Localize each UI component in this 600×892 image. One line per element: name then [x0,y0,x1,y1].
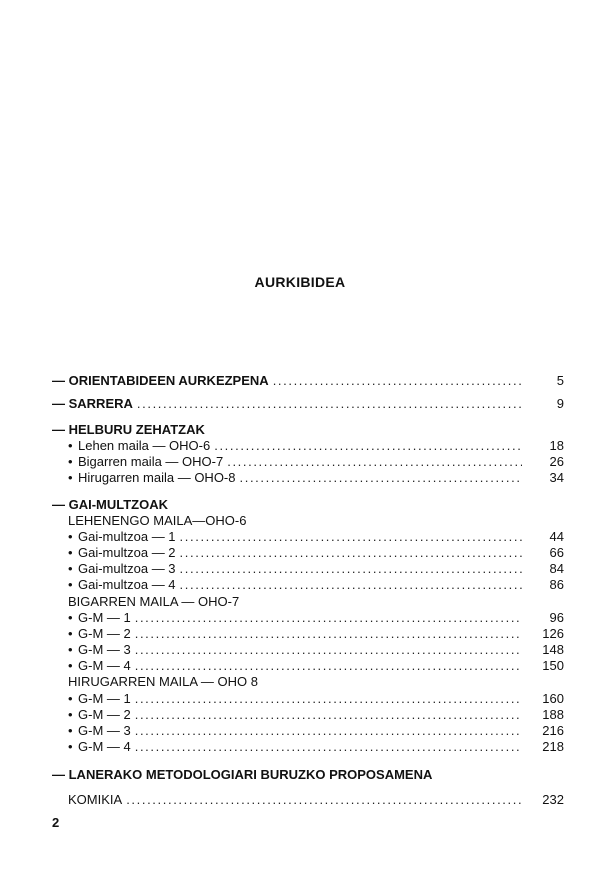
toc-entry-label: — SARRERA [52,396,133,411]
toc-page-number: 96 [549,609,564,625]
dot-leader [240,470,523,486]
toc-subsection-hirugarren [52,674,564,690]
toc-entry [52,561,564,577]
toc-entry [52,739,564,755]
bullet-icon: • [68,470,73,486]
dot-leader [180,561,522,577]
toc-page-number: 216 [542,723,564,738]
toc-page-number: 148 [542,642,564,658]
toc-subsection-lehenengo [52,513,564,529]
toc-entry-label: • G-M — 3 [68,642,131,658]
toc-entry-label: • G-M — 4 [68,658,131,674]
table-of-contents [52,372,564,809]
toc-entry-label: • Gai-multzoa — 2 [68,544,176,560]
dot-leader [137,395,522,412]
dot-leader [135,658,522,674]
toc-page-number: 66 [549,544,564,560]
bullet-icon: • [68,706,73,722]
toc-subsection-label: HIRUGARREN MAILA — OHO 8 [68,674,258,690]
toc-subsection-label: BIGARREN MAILA — OHO-7 [68,593,240,609]
bullet-icon: • [68,642,73,658]
toc-entry [52,642,564,658]
bullet-icon: • [68,625,73,641]
toc-entry-label: • G-M — 4 [68,739,131,755]
dot-leader [126,792,522,808]
toc-entry-label: • G-M — 2 [68,625,131,641]
toc-section-lanerako [52,766,564,783]
toc-entry [52,658,564,674]
toc-page-number: 232 [542,792,564,808]
toc-entry-sarrera [52,395,564,412]
dot-leader [135,707,522,723]
bullet-icon: • [68,658,73,674]
toc-entry-label: • G-M — 1 [68,690,131,706]
dot-leader [180,577,522,593]
dot-leader [135,723,522,739]
toc-entry [52,470,564,486]
toc-page-number: 86 [549,577,564,593]
toc-page-number: 18 [549,438,564,453]
bullet-icon: • [68,528,73,544]
dot-leader [135,610,522,626]
dot-leader [273,372,522,389]
toc-page-number: 44 [549,528,564,544]
dot-leader [180,545,522,561]
dot-leader [135,626,522,642]
toc-page-number: 126 [542,625,564,641]
dot-leader [180,529,522,545]
toc-page-number: 150 [542,658,564,674]
toc-subsection-bigarren [52,594,564,610]
page-number: 2 [52,815,60,830]
bullet-icon: • [68,438,73,453]
bullet-icon: • [68,454,73,470]
toc-section-label: — HELBURU ZEHATZAK [52,422,205,437]
toc-entry [52,438,564,454]
toc-page-number: 188 [542,706,564,722]
toc-entry-label: • Lehen maila — OHO-6 [68,438,211,453]
toc-section-helburu [52,421,564,438]
bullet-icon: • [68,561,73,577]
toc-entry-label: • Gai-multzoa — 3 [68,561,176,577]
dot-leader [135,642,522,658]
bullet-icon: • [68,690,73,706]
page-title: AURKIBIDEA [254,274,346,290]
toc-entry-label: • G-M — 3 [68,723,131,738]
bullet-icon: • [68,739,73,755]
bullet-icon: • [68,577,73,593]
toc-entry [52,691,564,707]
toc-entry [52,529,564,545]
toc-page-number: 84 [549,561,564,577]
dot-leader [214,438,522,454]
toc-page-number: 218 [542,739,564,755]
toc-entry-label: KOMIKIA [68,792,123,808]
toc-entry [52,610,564,626]
toc-entry-label: • G-M — 2 [68,706,131,722]
toc-page-number: 34 [549,470,564,486]
toc-subsection-label: LEHENENGO MAILA—OHO-6 [68,512,247,528]
toc-entry-label: • Bigarren maila — OHO-7 [68,454,224,470]
toc-page-number: 5 [556,373,564,388]
toc-entry-label: • Gai-multzoa — 4 [68,577,176,593]
toc-entry [52,577,564,593]
dot-leader [227,454,522,470]
toc-entry-label: • Gai-multzoa — 1 [68,528,176,544]
toc-entry-label: — ORIENTABIDEEN AURKEZPENA [52,373,269,388]
toc-section-gai-multzoak [52,496,564,513]
toc-entry [52,626,564,642]
toc-entry [52,707,564,723]
toc-entry-label: • G-M — 1 [68,609,131,625]
toc-page-number: 9 [556,396,564,411]
toc-section-label: — LANERAKO METODOLOGIARI BURUZKO PROPOSAMENA [52,767,433,783]
toc-entry-label: • Hirugarren maila — OHO-8 [68,470,236,486]
bullet-icon: • [68,723,73,738]
toc-section-label: — GAI-MULTZOAK [52,496,169,512]
toc-entry-orientabideen [52,372,564,389]
bullet-icon: • [68,609,73,625]
toc-entry [52,454,564,470]
toc-entry-komikia [52,792,564,808]
dot-leader [135,691,522,707]
bullet-icon: • [68,544,73,560]
toc-entry [52,545,564,561]
toc-entry [52,723,564,739]
toc-page-number: 26 [549,454,564,470]
dot-leader [135,739,522,755]
toc-page-number: 160 [542,690,564,706]
